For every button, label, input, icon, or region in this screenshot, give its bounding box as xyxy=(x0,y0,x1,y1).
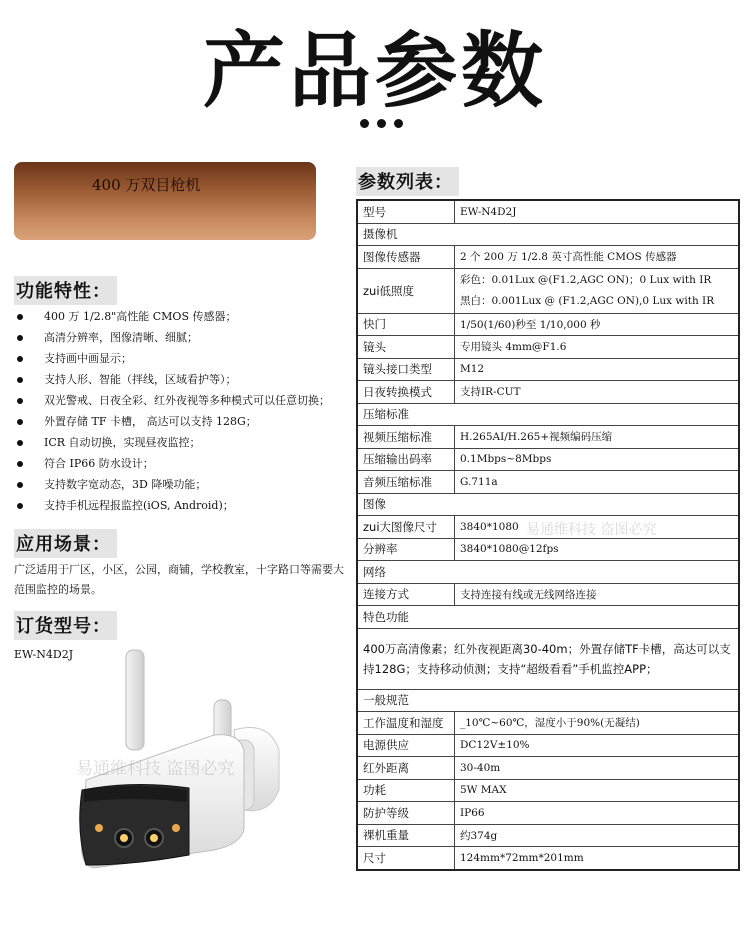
spec-value: IP66 xyxy=(455,802,740,825)
spec-label: 电源供应 xyxy=(357,734,455,757)
dot xyxy=(394,119,403,128)
spec-label: 功耗 xyxy=(357,779,455,802)
spec-label: 日夜转换模式 xyxy=(357,381,455,404)
table-row xyxy=(357,493,739,516)
spec-label: 工作温度和湿度 xyxy=(357,712,455,735)
table-row xyxy=(357,779,739,802)
list-item: 支持手机远程报监控(iOS, Android)； xyxy=(14,495,330,516)
table-row xyxy=(357,561,739,584)
spec-label: 裸机重量 xyxy=(357,824,455,847)
spec-label: 防护等级 xyxy=(357,802,455,825)
spec-value: EW-N4D2J xyxy=(455,200,740,223)
spec-label: 镜头接口类型 xyxy=(357,358,455,381)
spec-label: 压缩输出码率 xyxy=(357,448,455,471)
table-row xyxy=(357,381,739,404)
spec-value: DC12V±10% xyxy=(455,734,740,757)
table-row xyxy=(357,712,739,735)
spec-value: 5W MAX xyxy=(455,779,740,802)
table-row xyxy=(357,583,739,606)
section-header: 一般规范 xyxy=(357,689,739,712)
spec-value: 1/50(1/60)秒至 1/10,000 秒 xyxy=(455,313,740,336)
table-row xyxy=(357,628,739,689)
dot xyxy=(377,119,386,128)
table-row xyxy=(357,336,739,359)
table-row xyxy=(357,426,739,449)
spec-value: 约374g xyxy=(455,824,740,847)
order-heading: 订货型号： xyxy=(14,611,117,640)
section-header: 图像 xyxy=(357,493,739,516)
list-item: 400 万 1/2.8"高性能 CMOS 传感器； xyxy=(14,306,330,327)
table-row xyxy=(357,802,739,825)
table-row xyxy=(357,734,739,757)
spec-value: 2 个 200 万 1/2.8 英寸高性能 CMOS 传感器 xyxy=(455,246,740,269)
table-row xyxy=(357,448,739,471)
spec-value: 3840*1080@12fps xyxy=(455,538,740,561)
specs-heading: 参数列表： xyxy=(356,167,459,196)
table-row xyxy=(357,471,739,494)
spec-value: M12 xyxy=(455,358,740,381)
spec-value: 3840*1080 xyxy=(455,516,740,539)
spec-label: 分辨率 xyxy=(357,538,455,561)
table-row xyxy=(357,516,739,539)
features-text: 400万高清像素；红外夜视距离30-40m；外置存储TF卡槽，高达可以支持128G；支持移动侦测；支持“超级看看”手机监控APP； xyxy=(357,628,739,689)
spec-value: 支持连接有线或无线网络连接 xyxy=(455,583,740,606)
section-header: 特色功能 xyxy=(357,606,739,629)
table-row xyxy=(357,824,739,847)
features-heading: 功能特性： xyxy=(14,276,117,305)
watermark: 易通维科技 盗图必究 xyxy=(526,522,657,538)
spec-label: 型号 xyxy=(357,200,455,223)
scenarios-heading: 应用场景： xyxy=(14,529,117,558)
features-list xyxy=(14,306,330,516)
spec-value xyxy=(455,268,740,313)
dot xyxy=(360,119,369,128)
list-item: ICR 自动切换，实现昼夜监控； xyxy=(14,432,330,453)
table-row xyxy=(357,403,739,426)
list-item: 支持画中画显示； xyxy=(14,348,330,369)
spec-label: 连接方式 xyxy=(357,583,455,606)
table-row xyxy=(357,606,739,629)
list-item: 高清分辨率，图像清晰、细腻； xyxy=(14,327,330,348)
title-dots xyxy=(360,119,403,128)
product-name-banner xyxy=(14,162,316,240)
spec-value: 30-40m xyxy=(455,757,740,780)
order-model: EW-N4D2J xyxy=(14,648,74,661)
section-header: 压缩标准 xyxy=(357,403,739,426)
table-row xyxy=(357,757,739,780)
table-row xyxy=(357,268,739,313)
table-row xyxy=(357,200,739,223)
table-row xyxy=(357,689,739,712)
section-header: 摄像机 xyxy=(357,223,739,246)
spec-value: 124mm*72mm*201mm xyxy=(455,847,740,870)
spec-label: 尺寸 xyxy=(357,847,455,870)
spec-value: 0.1Mbps~8Mbps xyxy=(455,448,740,471)
spec-value: 专用镜头 4mm@F1.6 xyxy=(455,336,740,359)
list-item: 支持数字宽动态，3D 降噪功能； xyxy=(14,474,330,495)
table-row xyxy=(357,847,739,870)
page-title: 产品参数 xyxy=(202,24,547,119)
spec-value: H.265AI/H.265+视频编码压缩 xyxy=(455,426,740,449)
spec-value: _10℃~60℃，湿度小于90%(无凝结) xyxy=(455,712,740,735)
spec-label: 视频压缩标准 xyxy=(357,426,455,449)
spec-label: zui大图像尺寸 xyxy=(357,516,455,539)
watermark: 易通维科技 盗图必究 xyxy=(76,759,235,779)
list-item: 符合 IP66 防水设计； xyxy=(14,453,330,474)
spec-value: 支持IR-CUT xyxy=(455,381,740,404)
table-row xyxy=(357,223,739,246)
spec-label: 快门 xyxy=(357,313,455,336)
list-item: 外置存储 TF 卡槽， 高达可以支持 128G； xyxy=(14,411,330,432)
spec-label: 镜头 xyxy=(357,336,455,359)
list-item: 支持人形、智能（拌线，区域看护等）； xyxy=(14,369,330,390)
spec-value: G.711a xyxy=(455,471,740,494)
spec-label: 红外距离 xyxy=(357,757,455,780)
spec-table xyxy=(356,199,740,871)
table-row xyxy=(357,538,739,561)
section-header: 网络 xyxy=(357,561,739,584)
table-row xyxy=(357,358,739,381)
product-name: 400 万双目枪机 xyxy=(92,176,201,194)
spec-label: zui低照度 xyxy=(357,268,455,313)
spec-label: 图像传感器 xyxy=(357,246,455,269)
table-row xyxy=(357,246,739,269)
lux-color: 彩色：0.01Lux @(F1.2,AGC ON)；0 Lux with IR xyxy=(460,273,712,286)
list-item: 双光警戒、日夜全彩、红外夜视等多种模式可以任意切换； xyxy=(14,390,330,411)
lux-bw: 黑白：0.001Lux @ (F1.2,AGC ON),0 Lux with IR xyxy=(460,294,715,307)
table-row xyxy=(357,313,739,336)
scenarios-text: 广泛适用于厂区，小区，公园，商铺，学校教室，十字路口等需要大范围监控的场景。 xyxy=(14,563,344,596)
spec-label: 音频压缩标准 xyxy=(357,471,455,494)
